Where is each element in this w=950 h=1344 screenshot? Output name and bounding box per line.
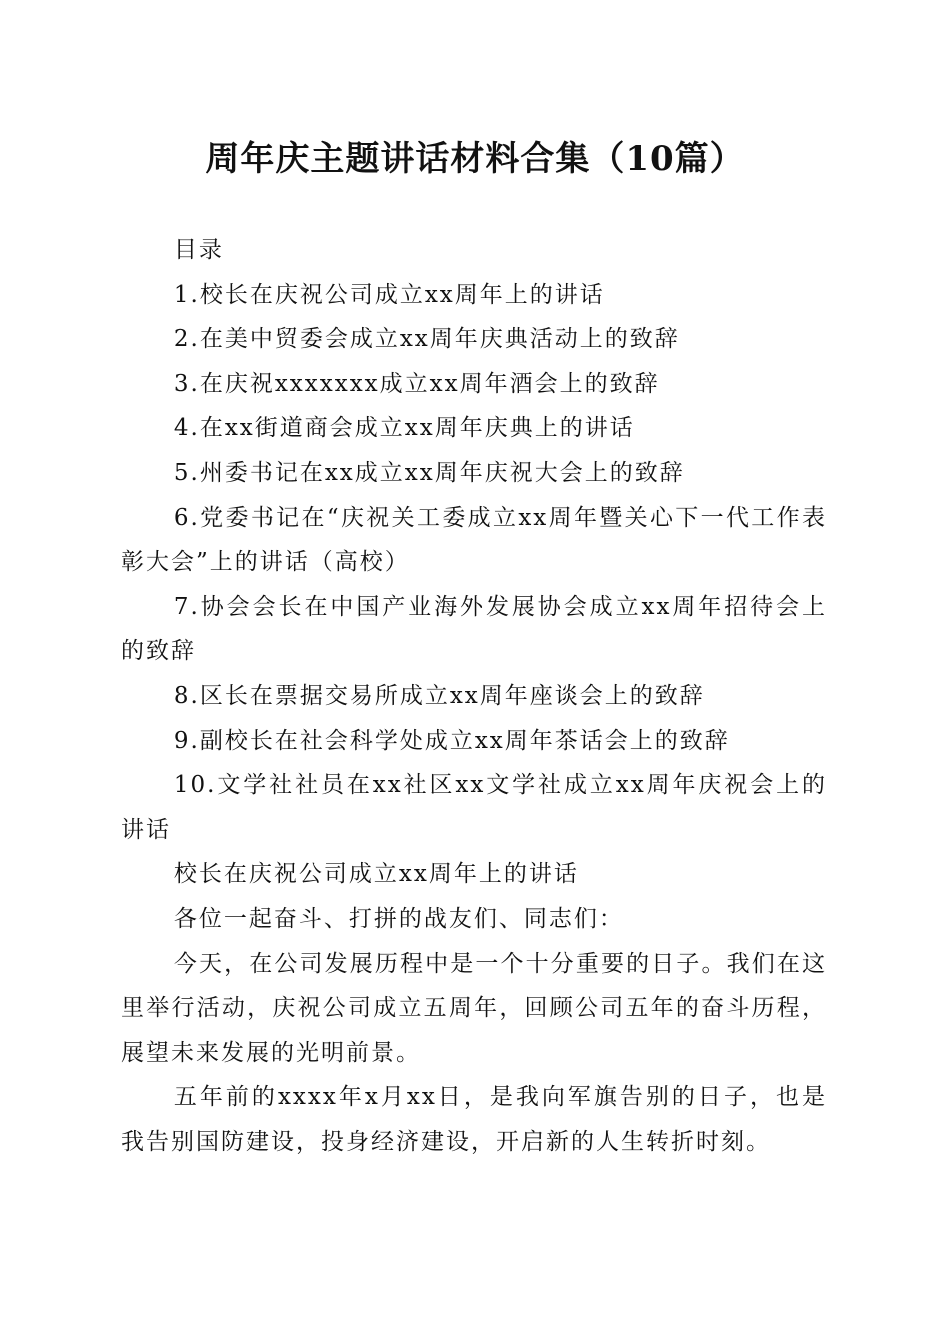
speech-salutation: 各位一起奋斗、打拼的战友们、同志们： bbox=[173, 905, 624, 932]
toc-item: 7.协会会长在中国产业海外发展协会成立xx周年招待会上的致辞 bbox=[121, 593, 827, 665]
toc-item: 4.在xx街道商会成立xx周年庆典上的讲话 bbox=[173, 415, 635, 442]
document-title: 周年庆主题讲话材料合集（10篇） bbox=[205, 139, 745, 179]
document-body bbox=[121, 228, 827, 1164]
toc-item: 1.校长在庆祝公司成立xx周年上的讲话 bbox=[173, 281, 605, 308]
toc-item: 9.副校长在社会科学处成立xx周年茶话会上的致辞 bbox=[173, 727, 730, 754]
toc-item: 2.在美中贸委会成立xx周年庆典活动上的致辞 bbox=[173, 326, 680, 353]
speech-paragraph: 五年前的xxxx年x月xx日，是我向军旗告别的日子，也是我告别国防建设，投身经济建设，开启新的人生转折时刻。 bbox=[121, 1084, 827, 1155]
toc-heading: 目录 bbox=[173, 237, 224, 263]
toc-item: 3.在庆祝xxxxxxx成立xx周年酒会上的致辞 bbox=[173, 370, 660, 397]
toc-item: 6.党委书记在“庆祝关工委成立xx周年暨关心下一代工作表彰大会”上的讲话（高校） bbox=[121, 504, 827, 576]
toc-item: 10.文学社社员在xx社区xx文学社成立xx周年庆祝会上的讲话 bbox=[121, 772, 827, 843]
toc-item: 8.区长在票据交易所成立xx周年座谈会上的致辞 bbox=[173, 682, 705, 709]
speech-title: 校长在庆祝公司成立xx周年上的讲话 bbox=[173, 861, 579, 888]
toc-item: 5.州委书记在xx成立xx周年庆祝大会上的致辞 bbox=[173, 459, 685, 486]
speech-paragraph: 今天，在公司发展历程中是一个十分重要的日子。我们在这里举行活动，庆祝公司成立五周年，回顾公司五年的奋斗历程，展望未来发展的光明前景。 bbox=[121, 950, 827, 1066]
